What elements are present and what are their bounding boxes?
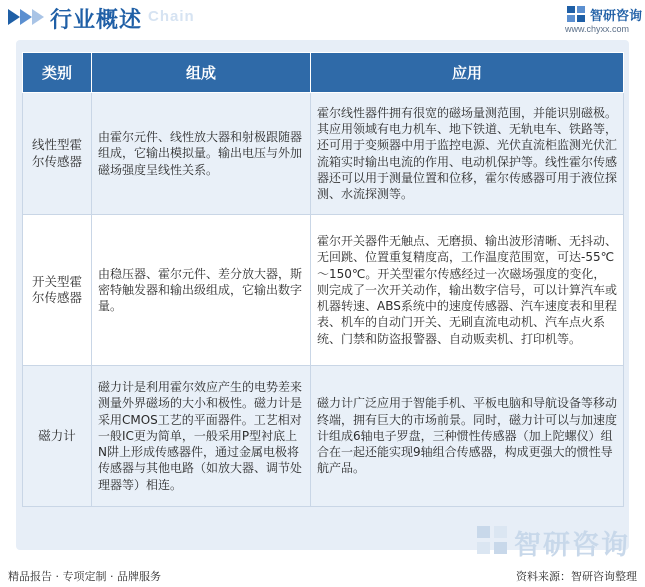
table-row	[23, 215, 624, 366]
footer-slogan: 精品报告 · 专项定制 · 品牌服务	[8, 570, 161, 583]
classification-table	[22, 52, 624, 507]
category-cell: 磁力计	[23, 366, 92, 507]
composition-cell: 由霍尔元件、线性放大器和射极跟随器组成，它输出模拟量。输出电压与外加磁场强度呈线性关系。	[92, 93, 311, 215]
watermark-logo-icon	[476, 525, 508, 555]
column-header-category: 类别	[23, 53, 92, 93]
double-arrow-icon	[6, 7, 46, 27]
source-note: 资料来源：智研咨询整理	[516, 570, 637, 583]
page-title: 行业概述	[50, 8, 143, 33]
brand-logo-icon	[566, 5, 586, 23]
page-footer	[0, 562, 645, 587]
table-row	[23, 366, 624, 507]
application-cell: 磁力计广泛应用于智能手机、平板电脑和导航设备等移动终端，拥有巨大的市场前景。同时，磁力计可以与加速度计组成6轴电子罗盘，三种惯性传感器（加上陀螺仪）组合在一起还能实现9轴组合传感器，构成更强大的惯性导航产品。	[311, 366, 624, 507]
column-header-composition: 组成	[92, 53, 311, 93]
composition-cell: 磁力计是利用霍尔效应产生的电势差来测量外界磁场的大小和极性。磁力计是采用CMOS工艺的平面器件。工艺相对一般IC更为简单，一般采用P型衬底上N阱上形成传感器件，通过金属电极将传感器与其他电路（如放大器、调节处理器等）相连。	[92, 366, 311, 507]
watermark-text: 智研咨询	[514, 530, 630, 561]
table-header-row	[23, 53, 624, 93]
composition-cell: 由稳压器、霍尔元件、差分放大器，斯密特触发器和输出级组成，它输出数字量。	[92, 215, 311, 366]
table-row	[23, 93, 624, 215]
header-watermark: Chain	[148, 8, 195, 25]
column-header-application: 应用	[311, 53, 624, 93]
brand-name: 智研咨询	[590, 9, 643, 24]
brand-url: www.chyxx.com	[565, 24, 630, 34]
category-cell: 线性型霍尔传感器	[23, 93, 92, 215]
application-cell: 霍尔开关器件无触点、无磨损、输出波形清晰、无抖动、无回跳、位置重复精度高，工作温度范围宽，可达-55℃～150℃。开关型霍尔传感经过一次磁场强度的变化，则完成了一次开关动作，输出数字信号，可以计算汽车或机器转速、ABS系统中的速度传感器、汽车速度表和里程表、机车的自动门开关、无刷直流电动机、汽车点火系统、门禁和防盗报警器、自动贩卖机、打印机等。	[311, 215, 624, 366]
page-header	[0, 0, 645, 34]
category-cell: 开关型霍尔传感器	[23, 215, 92, 366]
application-cell: 霍尔线性器件拥有很宽的磁场量测范围，并能识别磁极。其应用领域有电力机车、地下铁道、无轨电车、铁路等，还可用于变频器中用于监控电源、光伏直流柜监测光伏汇流箱实时输出电流的作用、电动机保护等。线性霍尔传感器还可以用于测量位置和位移，霍尔传感器可用于液位探测、水流探测等。	[311, 93, 624, 215]
